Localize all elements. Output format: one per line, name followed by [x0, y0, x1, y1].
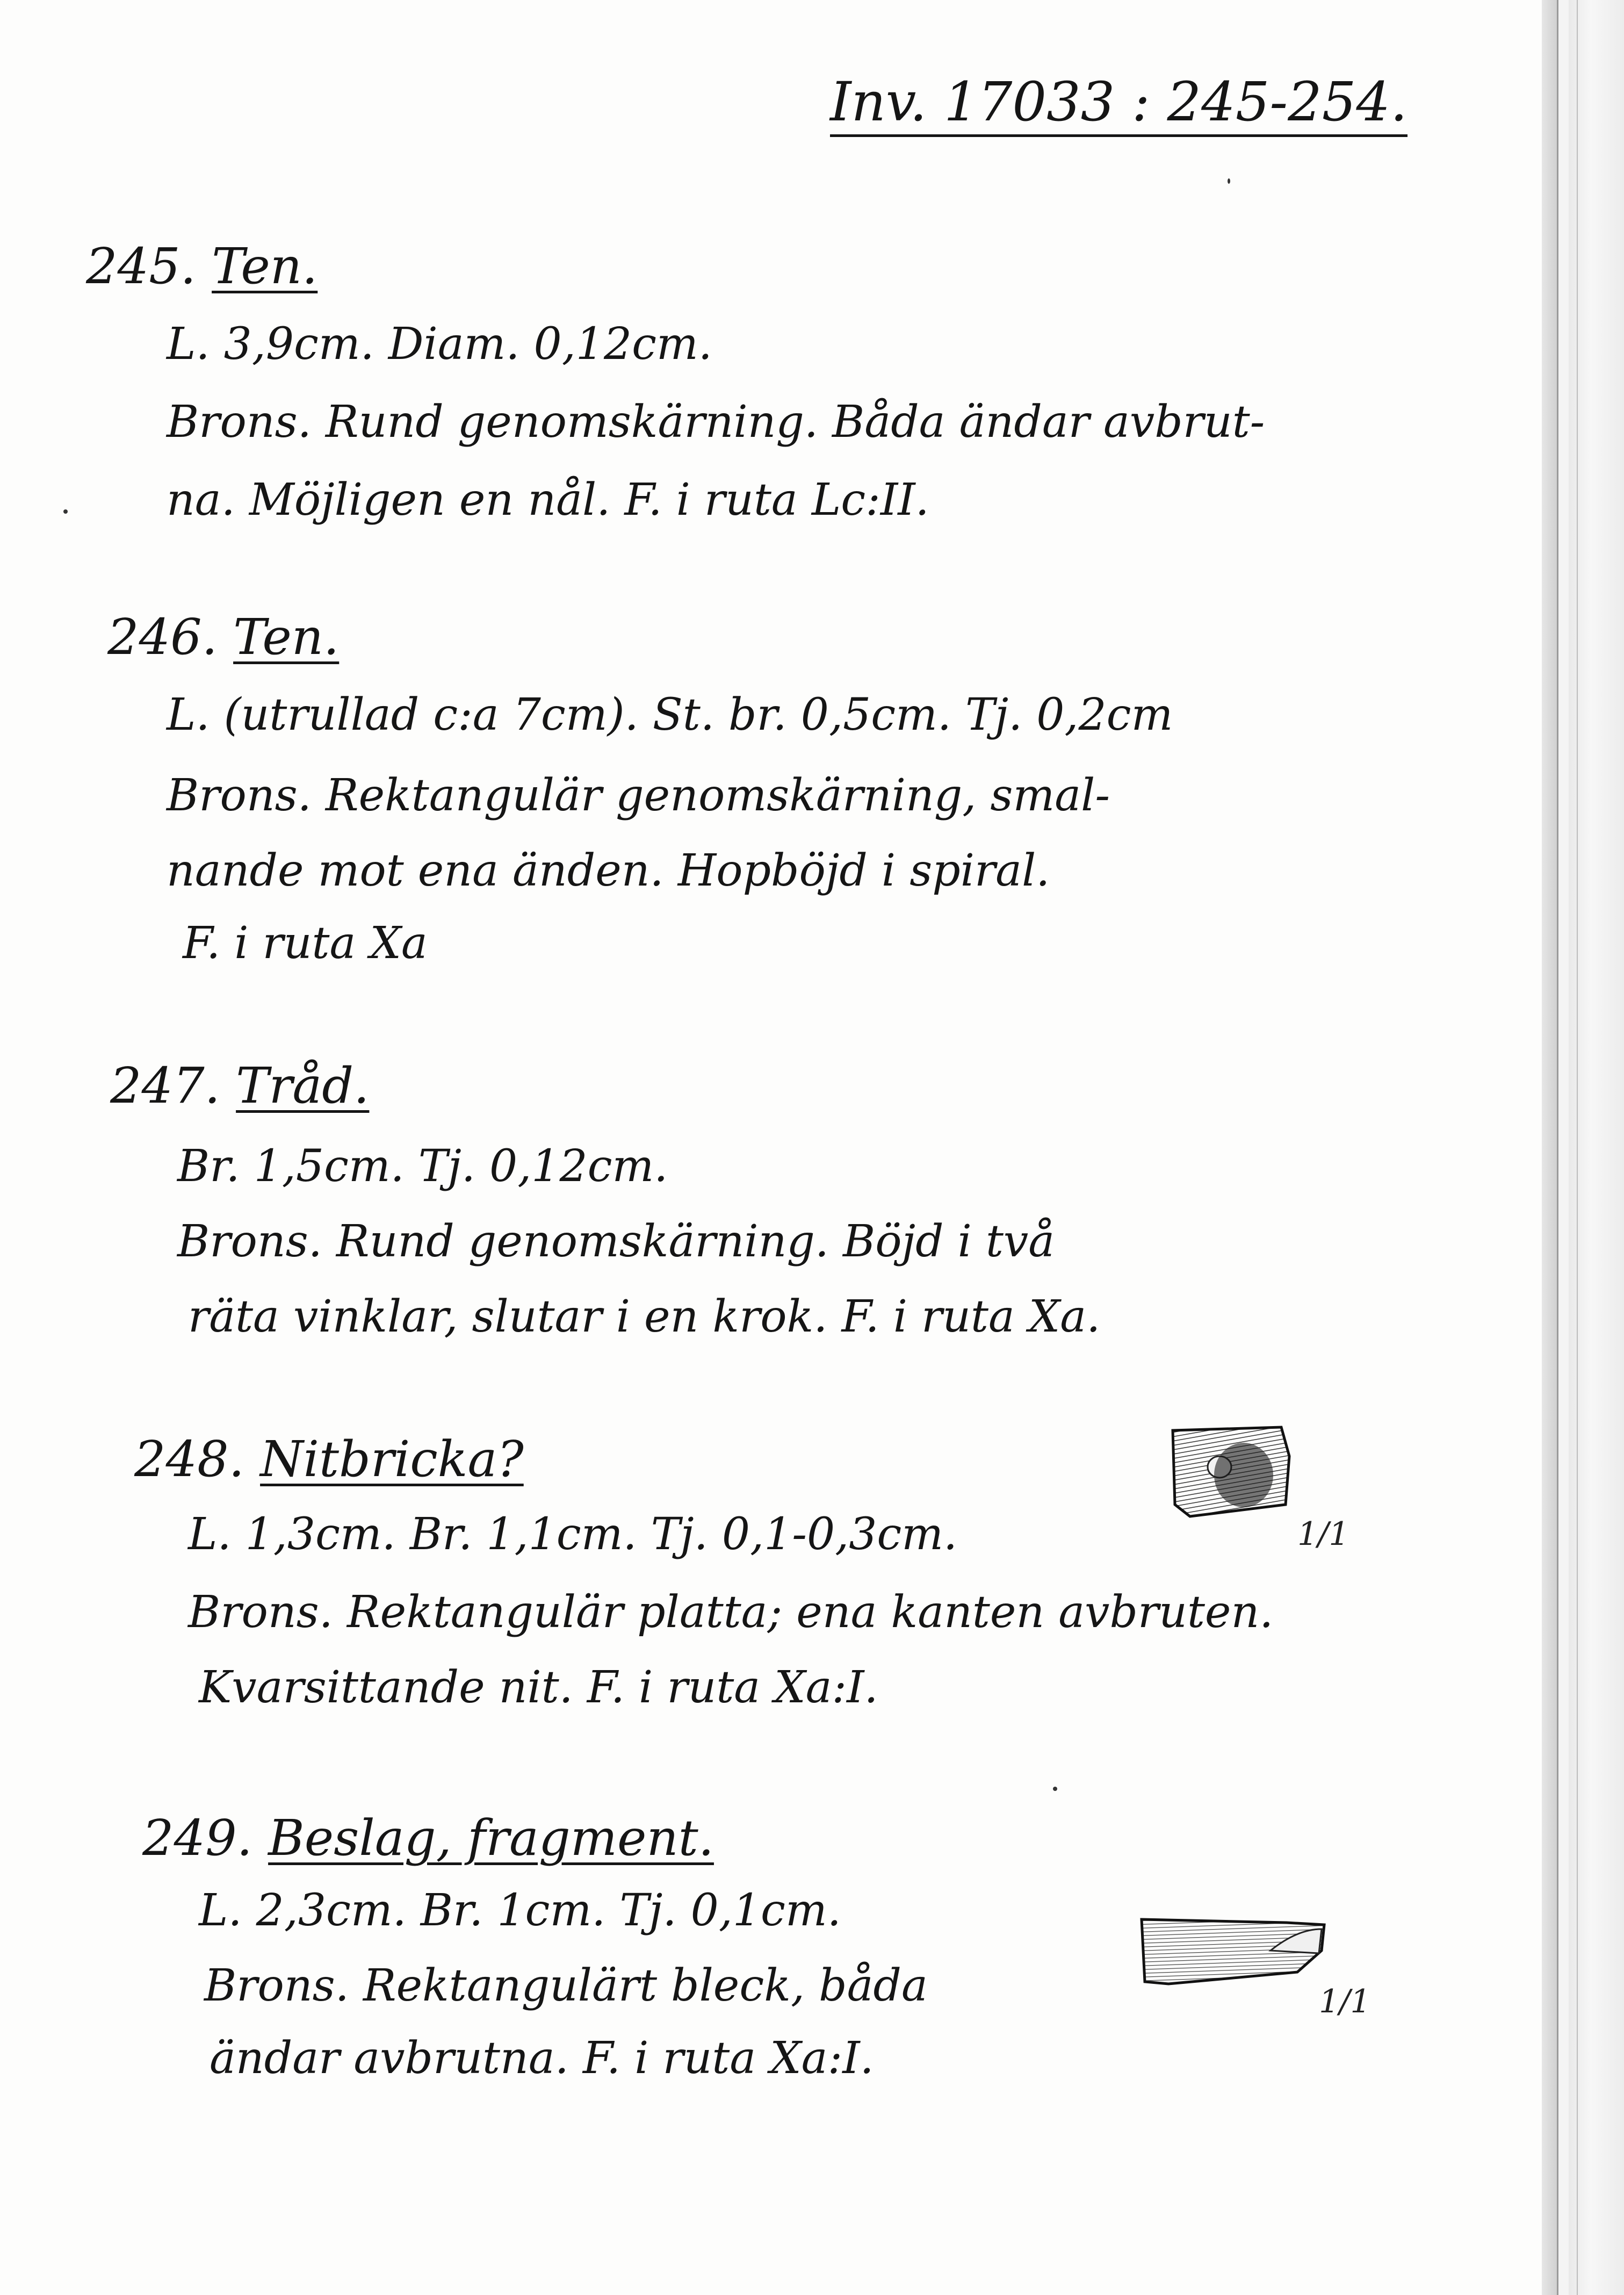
entry-line: L. 2,3cm. Br. 1cm. Tj. 0,1cm.	[199, 1885, 841, 1936]
entry-name: Ten.	[212, 238, 318, 295]
page-edge-line	[1557, 0, 1558, 2295]
page-edge	[1558, 0, 1569, 2295]
entry-name: Tråd.	[236, 1057, 370, 1114]
entry-line: Brons. Rektangulär platta; ena kanten avbruten.	[188, 1587, 1274, 1638]
entry-number: 248.	[134, 1430, 244, 1488]
entry-title	[142, 1809, 714, 1867]
entry-line: na. Möjligen en nål. F. i ruta Lc:II.	[167, 474, 929, 526]
entry-line: Brons. Rektangulär genomskärning, smal-	[167, 770, 1110, 821]
entry-name: Beslag, fragment.	[268, 1809, 714, 1867]
entry-number: 246.	[107, 608, 218, 666]
entry-number: 245.	[86, 238, 196, 295]
entry-line: Kvarsittande nit. F. i ruta Xa:I.	[199, 1662, 878, 1713]
entry-line: ändar avbrutna. F. i ruta Xa:I.	[210, 2033, 874, 2084]
ink-speck	[1053, 1787, 1057, 1791]
entry-name: Ten.	[233, 608, 340, 666]
entry-line: Br. 1,5cm. Tj. 0,12cm.	[177, 1141, 668, 1192]
inventory-header: Inv. 17033 : 245-254.	[830, 75, 1408, 137]
entry-line: L. 1,3cm. Br. 1,1cm. Tj. 0,1-0,3cm.	[188, 1509, 958, 1560]
ink-speck	[1228, 178, 1230, 184]
scale-label: 1/1	[1297, 1515, 1349, 1553]
entry-line: Brons. Rund genomskärning. Böjd i två	[177, 1216, 1055, 1267]
entry-title	[107, 608, 340, 666]
entry-line: Brons. Rund genomskärning. Båda ändar avbrut-	[167, 397, 1265, 448]
entry-line: Brons. Rektangulärt bleck, båda	[204, 1960, 928, 2011]
entry-line: L. 3,9cm. Diam. 0,12cm.	[167, 319, 712, 370]
rivet-plate-sketch	[1168, 1424, 1297, 1521]
entry-line: räta vinklar, slutar i en krok. F. i ruta Xa.	[188, 1291, 1101, 1342]
entry-number: 247.	[110, 1057, 220, 1114]
entry-title	[86, 238, 318, 295]
entry-title	[110, 1057, 370, 1114]
entry-line: nande mot ena änden. Hopböjd i spiral.	[167, 845, 1050, 896]
mount-fragment-sketch	[1136, 1913, 1330, 1999]
entry-line: L. (utrullad c:a 7cm). St. br. 0,5cm. Tj. 0,2cm	[167, 689, 1173, 740]
entry-title	[134, 1430, 524, 1488]
ink-speck	[63, 509, 68, 514]
page-edge-line	[1577, 0, 1578, 2295]
page-binding-shadow	[1542, 0, 1558, 2295]
entry-name: Nitbricka?	[260, 1430, 524, 1488]
entry-number: 249.	[142, 1809, 252, 1867]
entry-line: F. i ruta Xa	[183, 918, 428, 969]
scale-label: 1/1	[1319, 1983, 1371, 2020]
